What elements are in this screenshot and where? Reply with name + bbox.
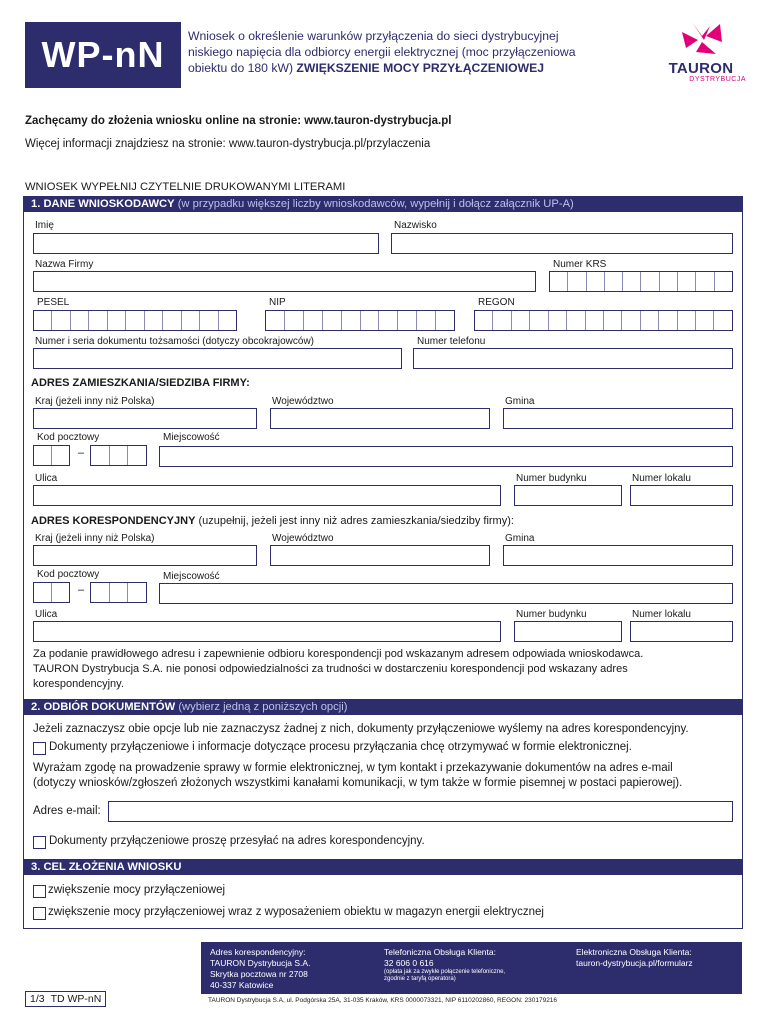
- country-input[interactable]: [33, 408, 257, 429]
- address-note: [33, 647, 738, 692]
- corr-street-input[interactable]: [33, 621, 501, 642]
- logo-sub: DYSTRYBUCJA: [689, 76, 746, 83]
- corr-postal-dash: –: [78, 584, 85, 596]
- corr-street-label: Ulica: [35, 609, 58, 620]
- krs-label: Numer KRS: [553, 259, 607, 270]
- purpose-option-1-checkbox[interactable]: [33, 885, 46, 898]
- consent-line-2: (dotyczy wniosków/zgłoszeń złożonych wszystkimi kanałami komunikacji, w tym także w formie pisemnej w postaci papierowej).: [33, 777, 683, 789]
- postal-input-b[interactable]: [90, 445, 147, 466]
- section-3-header: [23, 859, 743, 875]
- corr-voivodeship-label: Województwo: [272, 533, 334, 544]
- section-2-subtitle: (wybierz jedną z poniższych opcji): [178, 701, 348, 713]
- corr-city-label: Miejscowość: [163, 571, 220, 582]
- email-label: Adres e-mail:: [33, 805, 101, 817]
- krs-input[interactable]: [549, 271, 733, 292]
- footer-phone-note-2: zgodnie z taryfą operatora): [384, 976, 456, 982]
- postal-dash: –: [78, 447, 85, 459]
- company-input[interactable]: [33, 271, 536, 292]
- form-code: WP-nN: [25, 22, 181, 88]
- building-label: Numer budynku: [516, 473, 587, 484]
- id-doc-label: Numer i seria dokumentu tożsamości (dotyczy obcokrajowców): [35, 336, 314, 347]
- footer-address: [210, 947, 310, 991]
- regon-label: REGON: [478, 297, 515, 308]
- footer-phone: [384, 947, 505, 983]
- voivodeship-label: Województwo: [272, 396, 334, 407]
- city-label: Miejscowość: [163, 432, 220, 443]
- purpose-option-2-label: zwiększenie mocy przyłączeniowej wraz z wyposażeniem obiektu w magazyn energii elektrycznej: [48, 906, 544, 918]
- pesel-input[interactable]: [33, 310, 237, 331]
- city-input[interactable]: [159, 446, 733, 467]
- footer-phone-note-1: (opłata jak za zwykłe połączenie telefoniczne,: [384, 969, 506, 975]
- corr-city-input[interactable]: [159, 583, 733, 604]
- company-label: Nazwa Firmy: [35, 259, 94, 270]
- intro-more-info: Więcej informacji znajdziesz na stronie: www.tauron-dystrybucja.pl/przylaczenia: [25, 138, 431, 150]
- footer-address-l3: 40-337 Katowice: [210, 980, 274, 990]
- intro-online: Zachęcamy do złożenia wniosku online na stronie: www.tauron-dystrybucja.pl: [25, 115, 452, 127]
- address-title: ADRES ZAMIESZKANIA/SIEDZIBA FIRMY:: [31, 377, 250, 389]
- email-input[interactable]: [108, 801, 733, 822]
- street-label: Ulica: [35, 473, 58, 484]
- corr-address-title: [31, 515, 514, 527]
- doc-code: TD WP-nN: [50, 993, 102, 1005]
- corr-commune-input[interactable]: [503, 545, 733, 566]
- regon-input[interactable]: [474, 310, 733, 331]
- corr-title: ADRES KORESPONDENCYJNY: [31, 515, 196, 527]
- address-note-line-1: Za podanie prawidłowego adresu i zapewnienie odbioru korespondencji pod wskazanym adresem odpowiada wnioskodawca.: [33, 648, 644, 660]
- footer-online-title: Elektroniczna Obsługa Klienta:: [576, 947, 692, 957]
- section-1-header: [23, 196, 743, 212]
- electronic-checkbox[interactable]: [33, 742, 46, 755]
- post-option-label: Dokumenty przyłączeniowe proszę przesyłać na adres korespondencyjny.: [49, 835, 425, 847]
- nip-input[interactable]: [265, 310, 455, 331]
- page-number: 1/3: [30, 993, 45, 1005]
- postal-label: Kod pocztowy: [37, 432, 100, 443]
- section-2-header: [23, 699, 743, 715]
- address-note-line-3: korespondencyjny.: [33, 678, 124, 690]
- last-name-input[interactable]: [391, 233, 733, 254]
- nip-label: NIP: [269, 297, 286, 308]
- electronic-option-label: Dokumenty przyłączeniowe i informacje dotyczące procesu przyłączania chcę otrzymywać w formie elektronicznej.: [49, 741, 632, 753]
- id-doc-input[interactable]: [33, 348, 402, 369]
- section-3-title: 3. CEL ZŁOŻENIA WNIOSKU: [31, 861, 182, 873]
- footer-phone-number: 32 606 0 616: [384, 958, 434, 968]
- page-tag: [25, 991, 106, 1007]
- tauron-logo-icon: [672, 20, 732, 60]
- footer-online-url: tauron-dystrybucja.pl/formularz: [576, 958, 693, 968]
- title-line-3: obiektu do 180 kW): [188, 61, 294, 75]
- footer-phone-title: Telefoniczna Obsługa Klienta:: [384, 947, 496, 957]
- corr-country-label: Kraj (jeżeli inny niż Polska): [35, 533, 155, 544]
- corr-postal-label: Kod pocztowy: [37, 569, 100, 580]
- address-note-line-2: TAURON Dystrybucja S.A. nie ponosi odpowiedzialności za trudności w dostarczeniu korespondencji pod wskazany adres: [33, 663, 628, 675]
- section-2-title: 2. ODBIÓR DOKUMENTÓW: [31, 701, 176, 713]
- corr-postal-input-b[interactable]: [90, 582, 147, 603]
- commune-input[interactable]: [503, 408, 733, 429]
- corr-building-input[interactable]: [514, 621, 622, 642]
- phone-label: Numer telefonu: [417, 336, 486, 347]
- apartment-input[interactable]: [630, 485, 733, 506]
- consent-line-1: Wyrażam zgodę na prowadzenie sprawy w formie elektronicznej, w tym kontakt i przekazywanie dokumentów na adres e-mail: [33, 762, 673, 774]
- title-line-2: niskiego napięcia dla odbiorcy energii elektrycznej (moc przyłączeniowa: [188, 45, 576, 59]
- corr-voivodeship-input[interactable]: [270, 545, 490, 566]
- fill-note: WNIOSEK WYPEŁNIJ CZYTELNIE DRUKOWANYMI LITERAMI: [25, 181, 346, 193]
- street-input[interactable]: [33, 485, 501, 506]
- delivery-info: Jeżeli zaznaczysz obie opcje lub nie zaznaczysz żadnej z nich, dokumenty przyłączeniowe wyślemy na adres korespondencyjny.: [33, 723, 689, 735]
- last-name-label: Nazwisko: [394, 220, 437, 231]
- footer-legal: TAURON Dystrybucja S.A, ul. Podgórska 25A, 31-035 Kraków, KRS 0000073321, NIP 6110202860, REGON: 230179216: [208, 997, 558, 1004]
- title-bold: ZWIĘKSZENIE MOCY PRZYŁĄCZENIOWEJ: [296, 61, 545, 75]
- section-1-title: 1. DANE WNIOSKODAWCY: [31, 198, 175, 210]
- footer-address-l1: TAURON Dystrybucja S.A.: [210, 958, 311, 968]
- footer-address-l2: Skrytka pocztowa nr 2708: [210, 969, 308, 979]
- pesel-label: PESEL: [37, 297, 70, 308]
- title-line-1: Wniosek o określenie warunków przyłączenia do sieci dystrybucyjnej: [188, 29, 559, 43]
- corr-apartment-label: Numer lokalu: [632, 609, 691, 620]
- first-name-input[interactable]: [33, 233, 379, 254]
- building-input[interactable]: [514, 485, 622, 506]
- corr-postal-input-a[interactable]: [33, 582, 70, 603]
- footer-online: [576, 947, 693, 969]
- corr-country-input[interactable]: [33, 545, 257, 566]
- post-checkbox[interactable]: [33, 836, 46, 849]
- consent-text: [33, 761, 682, 791]
- logo-name: TAURON: [668, 60, 734, 77]
- corr-building-label: Numer budynku: [516, 609, 587, 620]
- form-title: [188, 28, 628, 76]
- corr-apartment-input[interactable]: [630, 621, 733, 642]
- purpose-option-2-checkbox[interactable]: [33, 907, 46, 920]
- corr-commune-label: Gmina: [505, 533, 535, 544]
- purpose-option-1-label: zwiększenie mocy przyłączeniowej: [48, 884, 226, 896]
- first-name-label: Imię: [35, 220, 54, 231]
- footer-box: [201, 942, 742, 994]
- phone-input[interactable]: [413, 348, 733, 369]
- postal-input-a[interactable]: [33, 445, 70, 466]
- country-label: Kraj (jeżeli inny niż Polska): [35, 396, 155, 407]
- voivodeship-input[interactable]: [270, 408, 490, 429]
- apartment-label: Numer lokalu: [632, 473, 691, 484]
- corr-title-note: (uzupełnij, jeżeli jest inny niż adres zamieszkania/siedziby firmy):: [198, 515, 514, 527]
- commune-label: Gmina: [505, 396, 535, 407]
- section-1-subtitle: (w przypadku większej liczby wnioskodawców, wypełnij i dołącz załącznik UP-A): [177, 198, 574, 210]
- footer-address-title: Adres korespondencyjny:: [210, 947, 306, 957]
